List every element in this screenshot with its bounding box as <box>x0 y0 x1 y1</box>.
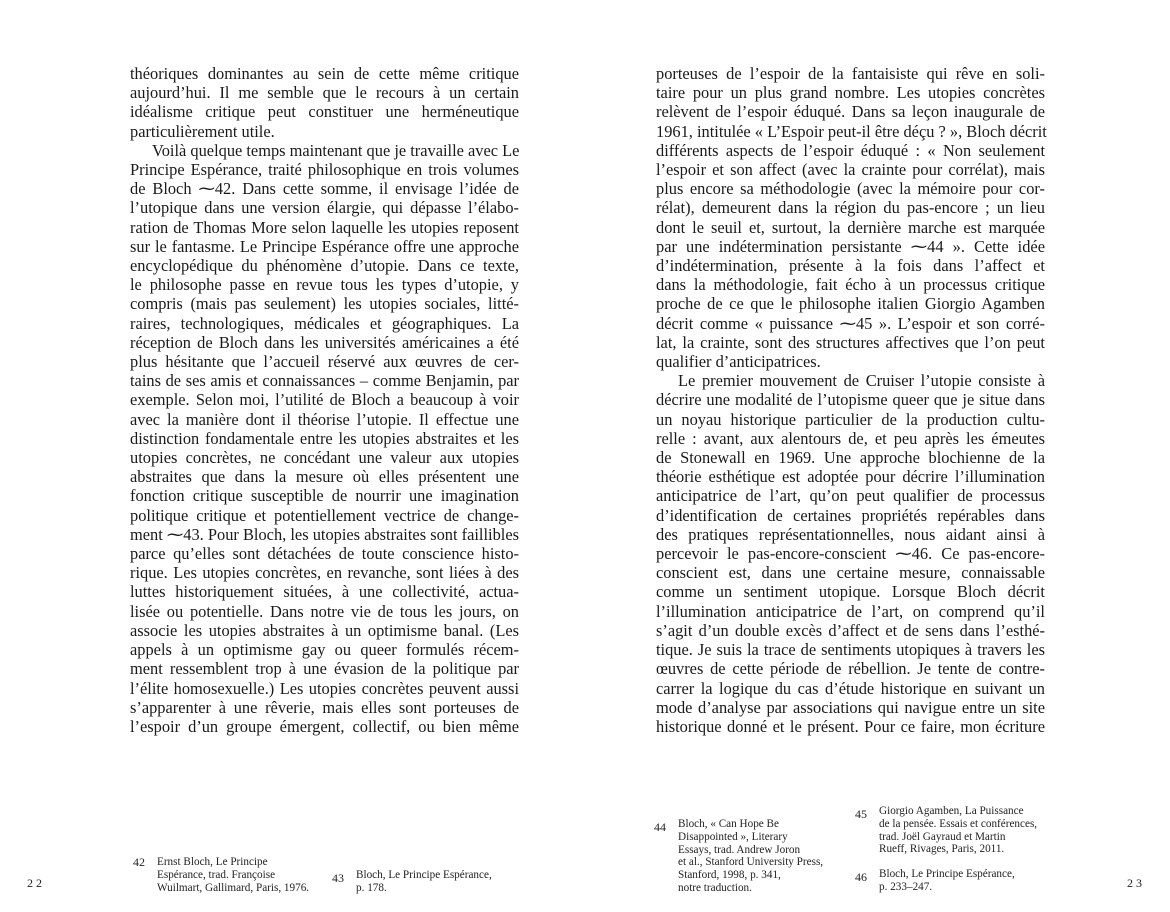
text-line: comme un sentiment utopique. Lorsque Bloch décrit <box>656 582 1045 602</box>
page-number-right: 23 <box>1127 876 1145 890</box>
footnote-line: Ernst Bloch, Le Principe <box>157 856 268 868</box>
text-line: l’élite homosexuelle.) Les utopies concrètes peuvent aussi <box>130 678 519 698</box>
text-line: Voilà quelque temps maintenant que je travaille avec Le <box>152 140 520 160</box>
text-line: différents aspects de l’espoir éduqué : « Non seulement <box>656 140 1045 160</box>
text-line: mode d’analyse par associations qui navigue entre un site <box>656 697 1045 717</box>
text-line: idéalisme critique peut constituer une herméneutique <box>130 102 519 122</box>
footnote-line: trad. Joël Gayraud et Martin <box>879 830 1006 843</box>
footnote-line: Wuilmart, Gallimard, Paris, 1976. <box>157 881 310 894</box>
paragraph <box>130 64 519 141</box>
text-line: porteuses de l’espoir de la fantaisiste qui rêve en soli- <box>656 64 1045 83</box>
text-line: tique. Je suis la trace de sentiments utopiques à travers les <box>656 640 1045 660</box>
footnote-line: Giorgio Agamben, La Puissance <box>879 805 1024 817</box>
text-line: proche de ce que le philosophe italien Giorgio Agamben <box>656 294 1045 314</box>
text-line: distinction fondamentale entre les utopies abstraites et les <box>130 428 519 448</box>
left-body-text <box>130 64 519 736</box>
text-line: l’espoir d’un groupe émergent, collectif, ou bien même <box>130 716 519 736</box>
text-line: s’apparenter à une rêverie, mais elles sont porteuses de <box>130 697 519 717</box>
text-line: relle : avant, aux alentours de, et peu après les émeutes <box>656 428 1045 448</box>
footnote-line: Disappointed », Literary <box>678 830 788 843</box>
footnote-line: p. 233–247. <box>879 880 933 893</box>
text-line: œuvres de cette période de rébellion. Je tente de contre- <box>656 659 1045 679</box>
footnote-number: 46 <box>855 870 867 884</box>
text-line: théoriques dominantes au sein de cette même critique <box>130 64 519 83</box>
text-line: relèvent de l’espoir éduqué. Dans sa leçon inaugurale de <box>656 102 1045 122</box>
text-line: aujourd’hui. Il me semble que le recours à un certain <box>130 83 519 103</box>
text-line: luttes historiquement situées, à une collectivité, actua- <box>130 582 519 602</box>
text-line: le philosophe passe en revue tous les types d’utopie, y <box>130 275 519 295</box>
footnote-43 <box>332 869 526 895</box>
right-body-text <box>656 64 1045 736</box>
text-line: associe les utopies abstraites à un optimisme banal. (Les <box>130 620 519 640</box>
text-line: fonction critique susceptible de nourrir une imagination <box>130 486 519 506</box>
footnote-line: de la pensée. Essais et conférences, <box>879 817 1038 830</box>
text-line: ment ressemblent trop à une évasion de la politique par <box>130 659 519 679</box>
paragraph <box>656 371 1045 736</box>
text-line: de Stonewall en 1969. Une approche blochienne de la <box>656 448 1045 468</box>
footnote-line: notre traduction. <box>678 881 752 894</box>
page-number-left: 22 <box>27 876 45 890</box>
text-line: abstraites que dans la mesure où elles présentent une <box>130 467 519 487</box>
text-line: l’illumination anticipatrice de l’art, on comprend qu’il <box>656 601 1045 621</box>
footnote-line: Rueff, Rivages, Paris, 2011. <box>879 843 1005 856</box>
text-line: utopies concrètes, ne concédant une valeur aux utopies <box>130 448 519 468</box>
footnote-42 <box>133 855 327 894</box>
footnote-46 <box>855 868 1059 894</box>
text-line: de Bloch ⁓42. Dans cette somme, il envisage l’idée de <box>130 179 519 199</box>
text-line: l’utopique dans une version élargie, qui dépasse l’élabo- <box>130 198 519 218</box>
text-line: des pratiques représentationnelles, nous aidant ainsi à <box>656 524 1045 544</box>
text-line: raires, technologiques, médicales et géographiques. La <box>130 313 519 333</box>
footnote-45 <box>855 805 1059 856</box>
text-line: 1961, intitulée « L’Espoir peut-il être déçu ? », Bloch décrit <box>656 121 1047 141</box>
footnote-line: Essays, trad. Andrew Joron <box>678 843 801 856</box>
text-line: ment ⁓43. Pour Bloch, les utopies abstraites sont faillibles <box>130 524 519 544</box>
text-line: qualifier d’anticipatrices. <box>656 352 821 372</box>
text-line: plus hésitante que l’accueil réservé aux œuvres de cer- <box>130 352 519 372</box>
footnote-line: Bloch, Le Principe Espérance, <box>356 869 492 881</box>
text-line: dont le seuil et, surtout, la dernière marche est marquée <box>656 217 1045 237</box>
text-line: d’identification de certaines propriétés repérables dans <box>656 505 1045 525</box>
text-line: carrer la logique du cas d’étude historique en suivant un <box>656 678 1045 698</box>
text-line: un noyau historique particulier de la production cultu- <box>656 409 1045 429</box>
text-line: plus encore sa méthodologie (avec la mémoire pour cor- <box>656 179 1045 199</box>
text-line: taire pour un plus grand nombre. Les utopies concrètes <box>656 83 1045 103</box>
footnote-line: p. 178. <box>356 881 387 894</box>
text-line: l’espoir et son affect (avec la crainte pour corrélat), mais <box>656 160 1045 180</box>
footnote-line: Espérance, trad. Françoise <box>157 868 276 881</box>
text-line: avec la manière dont il théorise l’utopie. Il effectue une <box>130 409 519 429</box>
text-line: rélat), demeurent dans la région du pas-encore ; un lieu <box>656 198 1045 218</box>
footnote-line: Stanford, 1998, p. 341, <box>678 869 781 882</box>
text-line: réception de Bloch dans les universités américaines a été <box>130 332 519 352</box>
text-line: Principe Espérance, traité philosophique en trois volumes <box>130 160 519 180</box>
text-line: politique critique et potentiellement vectrice de change- <box>130 505 519 525</box>
text-line: exemple. Selon moi, l’utilité de Bloch a beaucoup à voir <box>130 390 519 410</box>
footnote-number: 43 <box>332 871 344 885</box>
text-line: parce qu’elles sont détachées de toute conscience histo- <box>130 544 519 564</box>
text-line: historique donné et le présent. Pour ce faire, mon écriture <box>656 716 1045 736</box>
text-line: décrire une modalité de l’utopisme queer que je situe dans <box>656 390 1045 410</box>
text-line: lat, la crainte, sont des structures affectives que l’on peut <box>656 332 1045 352</box>
text-line: anticipatrice de l’art, qu’on peut qualifier de processus <box>656 486 1045 506</box>
text-line: sur le fantasme. Le Principe Espérance offre une approche <box>130 236 519 256</box>
text-line: conscient est, dans une certaine mesure, connaissable <box>656 563 1045 583</box>
text-line: appels à un optimisme gay ou queer formulés récem- <box>130 640 519 660</box>
text-line: rique. Les utopies concrètes, en revanche, sont liées à des <box>130 563 519 583</box>
footnote-line: Bloch, Le Principe Espérance, <box>879 868 1015 880</box>
text-line: ration de Thomas More selon laquelle les utopies reposent <box>130 217 519 237</box>
text-line: percevoir le pas-encore-conscient ⁓46. Ce pas-encore- <box>656 544 1045 564</box>
paragraph <box>656 64 1045 371</box>
text-line: dans la méthodologie, fait écho à un processus critique <box>656 275 1045 295</box>
text-line: tains de ses amis et connaissances – comme Benjamin, par <box>130 371 519 391</box>
text-line: décrit comme « puissance ⁓45 ». L’espoir et son corré- <box>656 313 1045 333</box>
text-line: par une indétermination persistante ⁓44 ». Cette idée <box>656 236 1045 256</box>
text-line: Le premier mouvement de Cruiser l’utopie consiste à <box>678 371 1045 391</box>
footnote-line: et al., Stanford University Press, <box>678 856 824 869</box>
footnote-number: 44 <box>654 820 666 834</box>
footnote-line: Bloch, « Can Hope Be <box>678 818 779 830</box>
text-line: s’agit d’un double excès d’affect et de sens dans l’esthé- <box>656 620 1045 640</box>
text-line: compris (mais pas seulement) les utopies sociales, litté- <box>130 294 519 314</box>
text-line: d’indétermination, présente à la fois dans l’affect et <box>656 256 1045 276</box>
text-line: théorie esthétique est adoptée pour décrire l’illumination <box>656 467 1045 487</box>
text-line: encyclopédique du phénomène d’utopie. Dans ce texte, <box>130 256 519 276</box>
paragraph <box>130 141 519 736</box>
footnote-number: 42 <box>133 855 145 869</box>
text-line: lisée ou potentielle. Dans notre vie de tous les jours, on <box>130 601 519 621</box>
footnote-44 <box>654 818 853 895</box>
text-line: particulièrement utile. <box>130 121 275 141</box>
right-page <box>585 0 1170 912</box>
footnote-number: 45 <box>855 807 867 821</box>
